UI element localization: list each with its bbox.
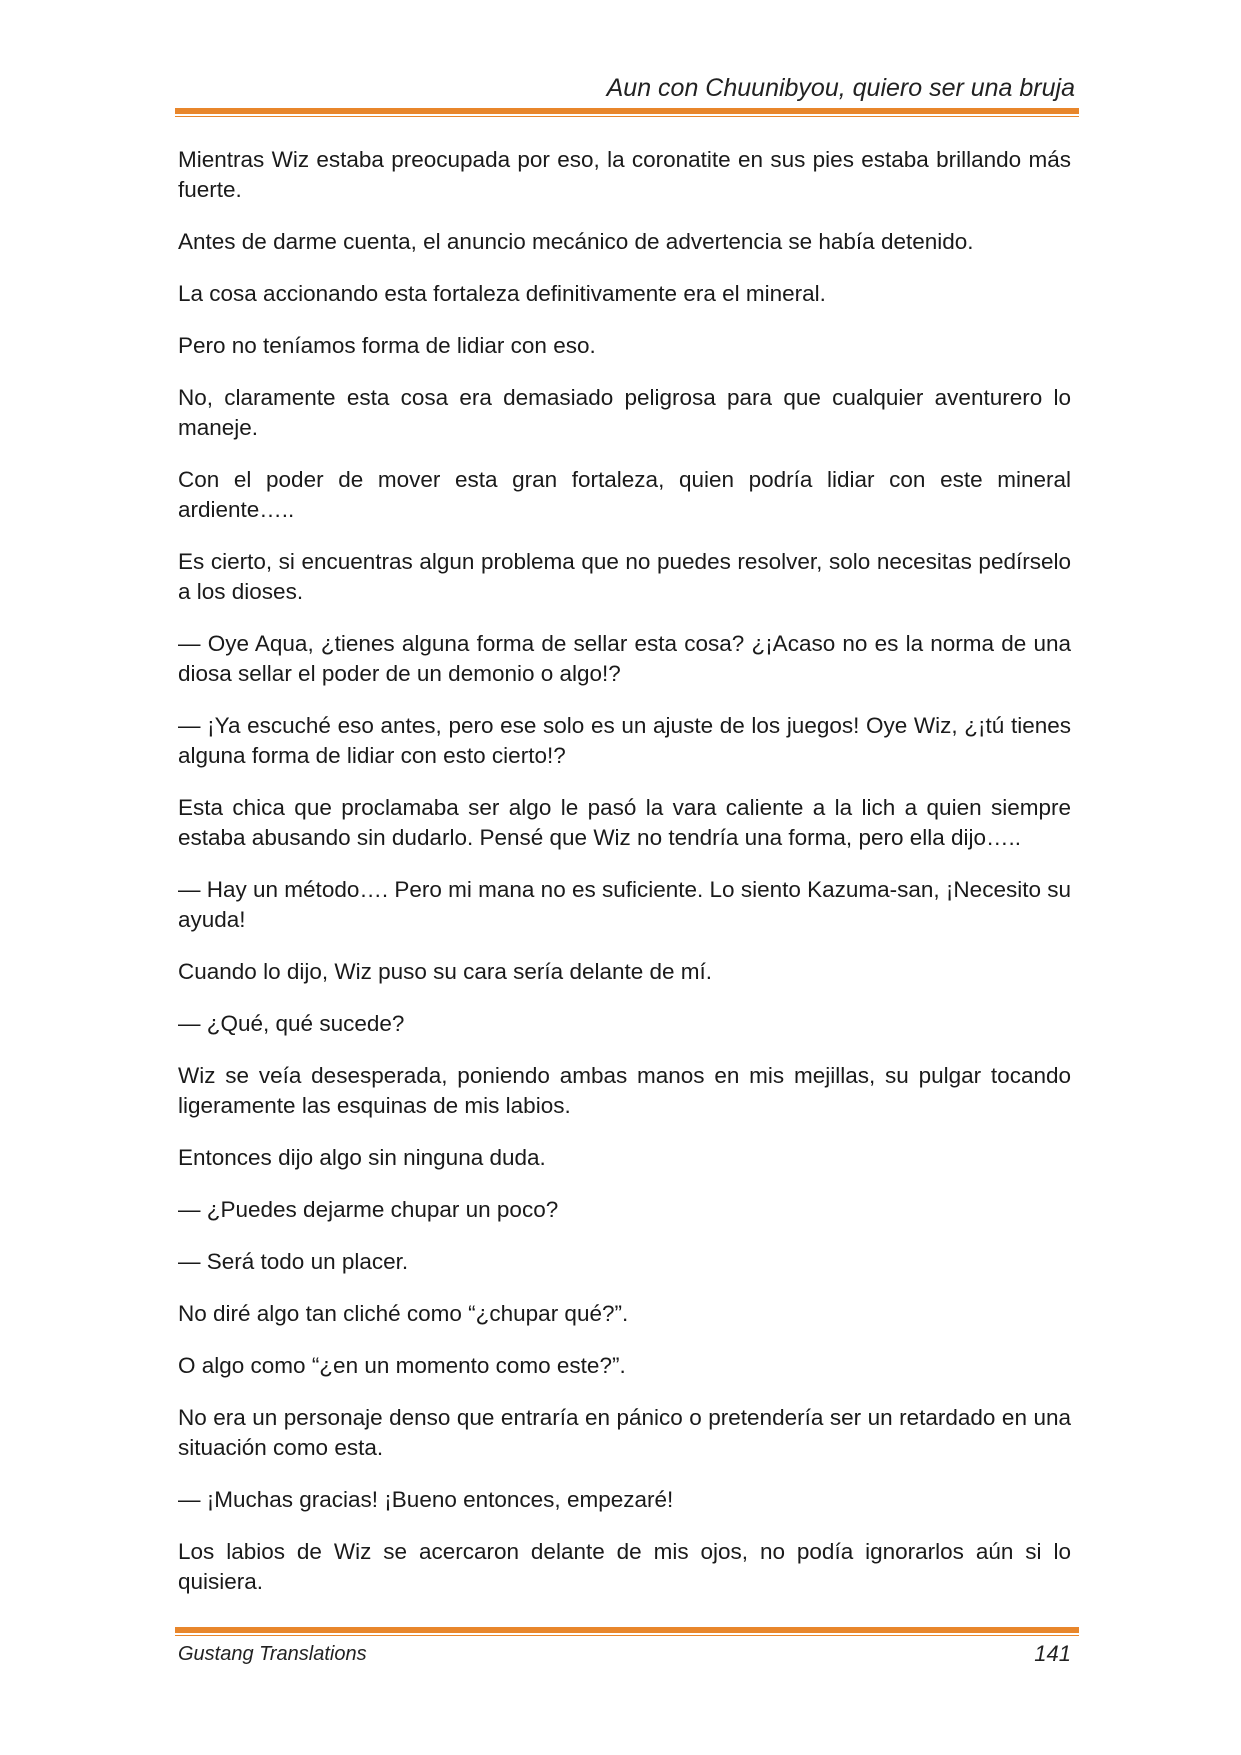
- footer-divider-thick: [175, 1627, 1079, 1633]
- paragraph: — ¿Puedes dejarme chupar un poco?: [178, 1197, 559, 1222]
- paragraph: — ¡Ya escuché eso antes, pero ese solo es un ajuste de los juegos! Oye Wiz, ¿¡tú tienes alguna forma de lidiar con esto cierto!?: [178, 713, 1071, 768]
- paragraph: La cosa accionando esta fortaleza definitivamente era el mineral.: [178, 281, 826, 306]
- paragraph: — ¡Muchas gracias! ¡Bueno entonces, empezaré!: [178, 1487, 674, 1512]
- body-text: [178, 145, 1071, 1619]
- paragraph: O algo como “¿en un momento como este?”.: [178, 1353, 626, 1378]
- footer-divider: [175, 1627, 1079, 1636]
- paragraph: Wiz se veía desesperada, poniendo ambas manos en mis mejillas, su pulgar tocando ligeramente las esquinas de mis labios.: [178, 1063, 1071, 1118]
- paragraph: Los labios de Wiz se acercaron delante de mis ojos, no podía ignorarlos aún si lo quisiera.: [178, 1539, 1071, 1594]
- paragraph: — Oye Aqua, ¿tienes alguna forma de sellar esta cosa? ¿¡Acaso no es la norma de una diosa sellar el poder de un demonio o algo!?: [178, 631, 1071, 686]
- paragraph: — Será todo un placer.: [178, 1249, 409, 1274]
- paragraph: Antes de darme cuenta, el anuncio mecánico de advertencia se había detenido.: [178, 229, 974, 254]
- paragraph: Es cierto, si encuentras algun problema que no puedes resolver, solo necesitas pedírselo a los dioses.: [178, 549, 1071, 604]
- paragraph: Pero no teníamos forma de lidiar con eso.: [178, 333, 596, 358]
- paragraph: Entonces dijo algo sin ninguna duda.: [178, 1145, 546, 1170]
- paragraph: No diré algo tan cliché como “¿chupar qué?”.: [178, 1301, 629, 1326]
- footer-divider-thin: [175, 1635, 1079, 1636]
- paragraph: Cuando lo dijo, Wiz puso su cara sería delante de mí.: [178, 959, 713, 984]
- paragraph: Mientras Wiz estaba preocupada por eso, la coronatite en sus pies estaba brillando más fuerte.: [178, 147, 1071, 202]
- paragraph: Con el poder de mover esta gran fortaleza, quien podría lidiar con este mineral ardiente…..: [178, 467, 1071, 522]
- paragraph: — ¿Qué, qué sucede?: [178, 1011, 405, 1036]
- page-number: 141: [1034, 1641, 1071, 1666]
- header-divider-thin: [175, 116, 1079, 117]
- paragraph: Esta chica que proclamaba ser algo le pasó la vara caliente a la lich a quien siempre estaba abusando sin dudarlo. Pensé que Wiz no tendría una forma, pero ella dijo…..: [178, 795, 1071, 850]
- header-divider: [175, 108, 1079, 117]
- paragraph: No, claramente esta cosa era demasiado peligrosa para que cualquier aventurero lo maneje.: [178, 385, 1071, 440]
- paragraph: No era un personaje denso que entraría en pánico o pretendería ser un retardado en una situación como esta.: [178, 1405, 1071, 1460]
- header-divider-thick: [175, 108, 1079, 114]
- footer-credit: Gustang Translations: [178, 1643, 367, 1665]
- paragraph: — Hay un método…. Pero mi mana no es suficiente. Lo siento Kazuma-san, ¡Necesito su ayuda!: [178, 877, 1071, 932]
- running-header-title: Aun con Chuunibyou, quiero ser una bruja: [606, 74, 1075, 102]
